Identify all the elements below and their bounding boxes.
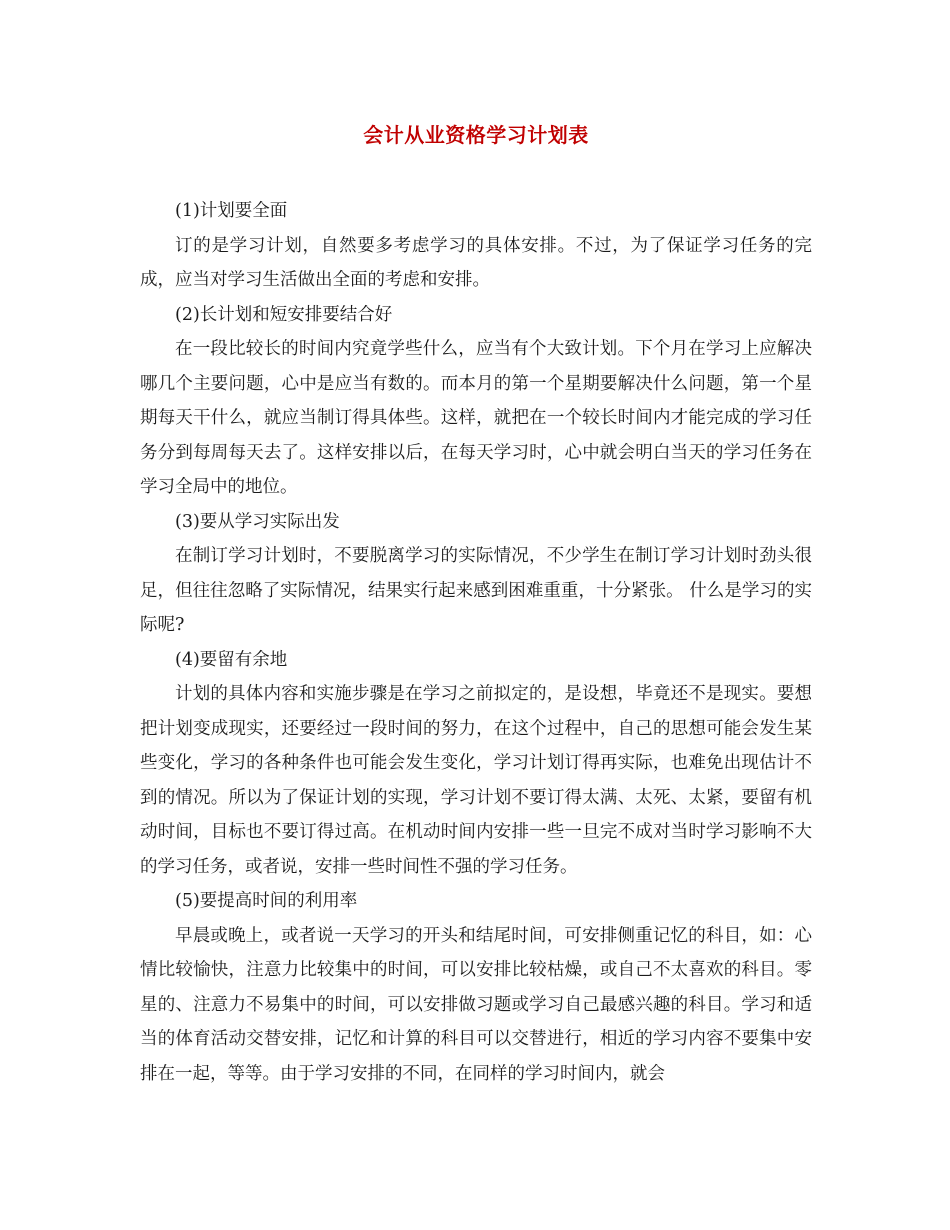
- section-heading-5: (5)要提高时间的利用率: [175, 891, 358, 911]
- paragraph-4: 计划的具体内容和实施步骤是在学习之前拟定的，是设想，毕竟还不是现实。要想把计划变成现实，还要经过一段时间的努力，在这个过程中，自己的思想可能会发生某些变化，学习的各种条件也可能会发生变化，学习计划订得再实际，也难免出现估计不到的情况。所以为了保证计划的实现，学习计划不要订得太满、太死、太紧，要留有机动时间，目标也不要订得过高。在机动时间内安排一些一旦完不成对当时学习影响不大的学习任务，或者说，安排一些时间性不强的学习任务。: [140, 684, 812, 877]
- section-heading-2: (2)长计划和短安排要结合好: [175, 304, 393, 325]
- paragraph-1: 订的是学习计划，自然要多考虑学习的具体安排。不过，为了保证学习任务的完成，应当对学习生活做出全面的考虑和安排。: [140, 235, 812, 290]
- paragraph-3: 在制订学习计划时，不要脱离学习的实际情况，不少学生在制订学习计划时劲头很足，但往往忽略了实际情况，结果实行起来感到困难重重，十分紧张。 什么是学习的实际呢?: [140, 546, 812, 635]
- paragraph-2: 在一段比较长的时间内究竟学些什么，应当有个大致计划。下个月在学习上应解决哪几个主要问题，心中是应当有数的。而本月的第一个星期要解决什么问题，第一个星期每天干什么，就应当制订得具体些。这样，就把在一个较长时间内才能完成的学习任务分到每周每天去了。这样安排以后，在每天学习时，心中就会明白当天的学习任务在学习全局中的地位。: [140, 339, 812, 497]
- section-heading-4: (4)要留有余地: [175, 649, 288, 670]
- section-heading-1: (1)计划要全面: [175, 201, 288, 221]
- document-title: 会计从业资格学习计划表: [363, 123, 589, 147]
- paragraph-5: 早晨或晚上，或者说一天学习的开头和结尾时间，可安排侧重记忆的科目，如：心情比较愉快，注意力比较集中的时间，可以安排比较枯燥，或自己不太喜欢的科目。零星的、注意力不易集中的时间，可以安排做习题或学习自己最感兴趣的科目。学习和适当的体育活动交替安排，记忆和计算的科目可以交替进行，相近的学习内容不要集中安排在一起，等等。由于学习安排的不同，在同样的学习时间内，就会: [140, 925, 812, 1084]
- section-heading-3: (3)要从学习实际出发: [175, 511, 340, 532]
- document-page: [140, 120, 812, 1091]
